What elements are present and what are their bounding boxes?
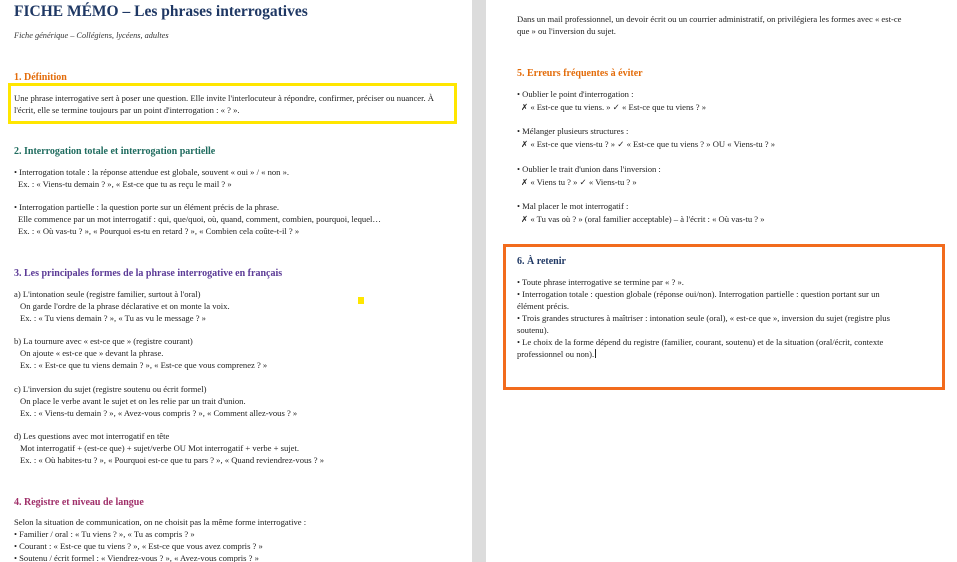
error-4-title: • Mal placer le mot interrogatif : [517,201,629,211]
partial-interrogation-line-2: Elle commence par un mot interrogatif : qui, que/quoi, où, quand, comment, combien, pourquoi, lequel… [18,214,381,224]
total-interrogation-line: • Interrogation totale : la réponse attendue est globale, souvent « oui » / « non ». [14,167,290,177]
form-b-example: Ex. : « Est-ce que tu viens demain ? », « Est-ce que vous comprenez ? » [20,360,268,370]
section-1-heading: 1. Définition [14,72,67,83]
summary-bullet-2-line-2: élément précis. [517,301,570,311]
summary-bullet-4-text: professionnel ou non). [517,349,595,359]
error-3-title: • Oublier le trait d'union dans l'inversion : [517,164,661,174]
page-gutter [472,0,486,562]
error-1-example: ✗ « Est-ce que tu viens. » ✓ « Est-ce que tu viens ? » [521,102,707,112]
section-3-heading: 3. Les principales formes de la phrase interrogative en français [14,268,283,279]
form-a-example: Ex. : « Tu viens demain ? », « Tu as vu le message ? » [20,313,206,323]
document-title: FICHE MÉMO – Les phrases interrogatives [14,3,308,20]
summary-bullet-1: • Toute phrase interrogative se termine par « ? ». [517,277,684,287]
section-2-heading: 2. Interrogation totale et interrogation partielle [14,146,216,157]
form-b-description: On ajoute « est-ce que » devant la phrase. [20,348,164,358]
register-note-line-1: Dans un mail professionnel, un devoir écrit ou un courrier administratif, on privilégiera les formes avec « est-ce [517,14,902,24]
definition-text: Une phrase interrogative sert à poser une question. Elle invite l'interlocuteur à répondre, confirmer, préciser ou nuancer. À l'écrit, elle se termine toujours par un point d'interrogation : « ? ». [14,93,434,115]
section-5-heading: 5. Erreurs fréquentes à éviter [517,68,643,79]
error-2-example: ✗ « Est-ce que viens-tu ? » ✓ « Est-ce que tu viens ? » OU « Viens-tu ? » [521,139,776,149]
form-b-title: b) La tournure avec « est-ce que » (registre courant) [14,336,193,346]
form-d-description: Mot interrogatif + (est-ce que) + sujet/verbe OU Mot interrogatif + verbe + sujet. [20,443,300,453]
partial-interrogation-line: • Interrogation partielle : la question porte sur un élément précis de la phrase. [14,202,280,212]
register-formal: • Soutenu / écrit formel : « Viendrez-vous ? », « Avez-vous compris ? » [14,553,259,562]
error-3-example: ✗ « Viens tu ? » ✓ « Viens-tu ? » [521,177,637,187]
highlight-mark [358,297,364,304]
register-note-line-2: que » ou l'inversion du sujet. [517,26,616,36]
form-c-title: c) L'inversion du sujet (registre soutenu ou écrit formel) [14,384,207,394]
text-cursor [595,349,596,358]
summary-bullet-4-line-1: • Le choix de la forme dépend du registre (familier, courant, soutenu) et de la situation (oral/écrit, contexte [517,337,884,347]
error-4-example: ✗ « Tu vas où ? » (oral familier acceptable) – à l'écrit : « Où vas-tu ? » [521,214,765,224]
register-intro: Selon la situation de communication, on ne choisit pas la même forme interrogative : [14,517,307,527]
total-interrogation-example: Ex. : « Viens-tu demain ? », « Est-ce que tu as reçu le mail ? » [18,179,232,189]
register-familiar: • Familier / oral : « Tu viens ? », « Tu as compris ? » [14,529,195,539]
form-d-title: d) Les questions avec mot interrogatif en tête [14,431,170,441]
form-d-example: Ex. : « Où habites-tu ? », « Pourquoi est-ce que tu pars ? », « Quand reviendrez-vous ? » [20,455,325,465]
form-a-title: a) L'intonation seule (registre familier, surtout à l'oral) [14,289,201,299]
form-a-description: On garde l'ordre de la phrase déclarative et on monte la voix. [20,301,230,311]
summary-bullet-2-line-1: • Interrogation totale : question globale (réponse oui/non). Interrogation partielle : question portant sur un [517,289,880,299]
section-6-heading: 6. À retenir [517,256,566,267]
form-c-description: On place le verbe avant le sujet et on les relie par un trait d'union. [20,396,246,406]
partial-interrogation-example: Ex. : « Où vas-tu ? », « Pourquoi es-tu en retard ? », « Combien cela coûte-t-il ? » [18,226,300,236]
summary-bullet-3-line-2: soutenu). [517,325,549,335]
summary-bullet-4-line-2 [517,348,596,360]
register-current: • Courant : « Est-ce que tu viens ? », « Est-ce que vous avez compris ? » [14,541,263,551]
error-2-title: • Mélanger plusieurs structures : [517,126,629,136]
document-page-left[interactable] [0,0,472,562]
summary-bullet-3-line-1: • Trois grandes structures à maîtriser : intonation seule (oral), « est-ce que », inversion du sujet (registre plus [517,313,890,323]
error-1-title: • Oublier le point d'interrogation : [517,89,634,99]
form-c-example: Ex. : « Viens-tu demain ? », « Avez-vous compris ? », « Comment allez-vous ? » [20,408,298,418]
document-page-right[interactable] [486,0,957,562]
document-subtitle: Fiche générique – Collégiens, lycéens, adultes [14,31,169,40]
section-4-heading: 4. Registre et niveau de langue [14,497,144,508]
